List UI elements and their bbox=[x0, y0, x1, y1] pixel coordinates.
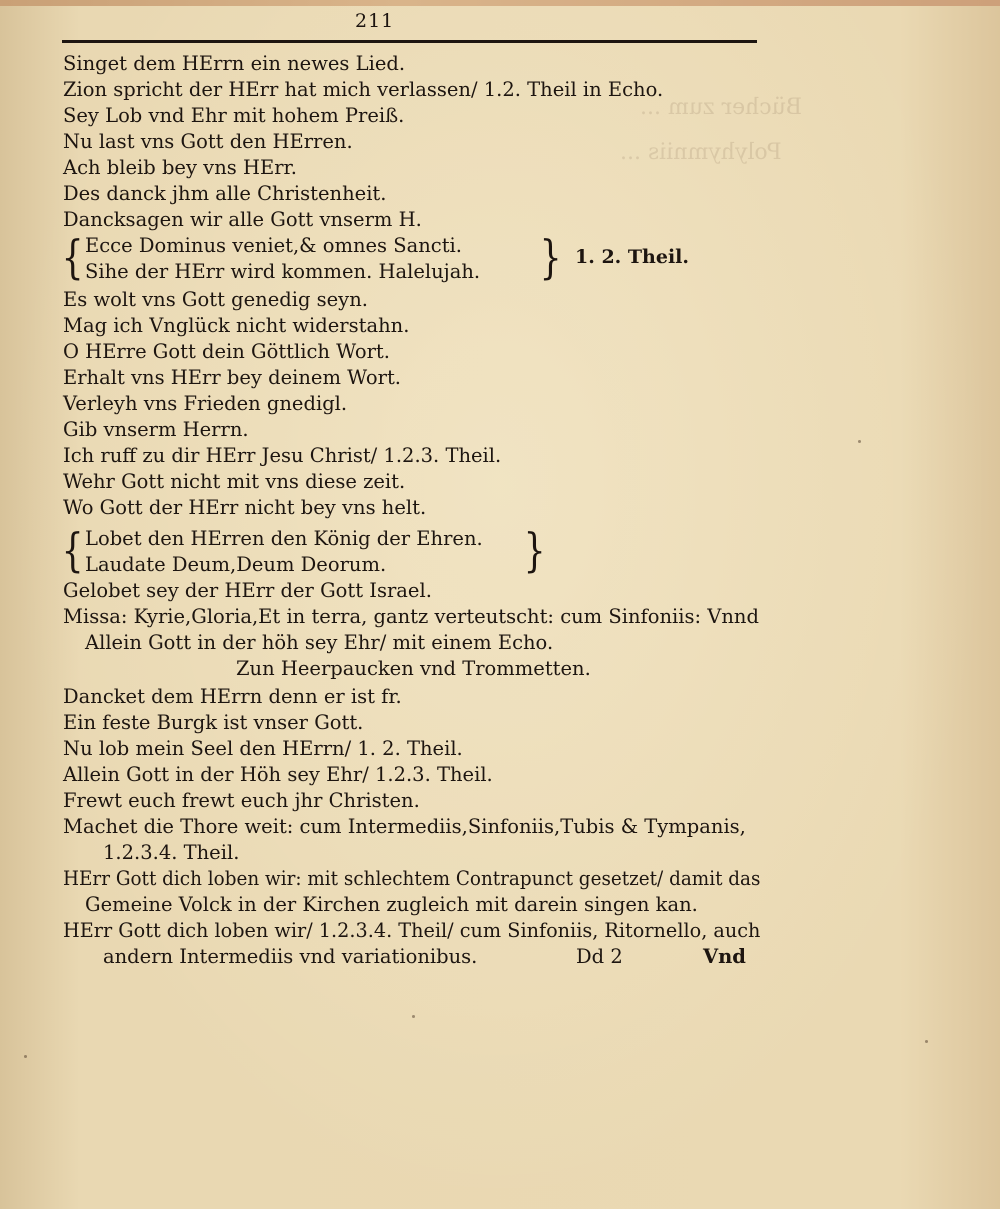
text-line: Ich ruff zu dir HErr Jesu Christ/ 1.2.3. Theil. bbox=[63, 444, 502, 467]
text-line: Singet dem HErrn ein newes Lied. bbox=[63, 52, 406, 75]
text-line: Wo Gott der HErr nicht bey vns helt. bbox=[63, 496, 427, 519]
text-line: Ecce Dominus veniet,& omnes Sancti. bbox=[85, 234, 462, 257]
text-line: Des danck jhm alle Christenheit. bbox=[63, 182, 387, 205]
text-line: Zion spricht der HErr hat mich verlassen/ 1.2. Theil in Echo. bbox=[63, 78, 664, 101]
right-brace: } bbox=[539, 230, 562, 284]
text-line: O HErre Gott dein Göttlich Wort. bbox=[63, 340, 390, 363]
page-number: 211 bbox=[355, 10, 395, 32]
bleed-through: Bücher zum ... bbox=[640, 95, 802, 120]
text-line: Sihe der HErr wird kommen. Halelujah. bbox=[85, 260, 481, 283]
text-line: Missa: Kyrie,Gloria,Et in terra, gantz verteutscht: cum Sinfoniis: Vnnd bbox=[63, 605, 759, 628]
paper-speck bbox=[412, 1015, 415, 1018]
text-line: Frewt euch frewt euch jhr Christen. bbox=[63, 789, 420, 812]
paper-speck bbox=[858, 440, 861, 443]
paper-speck bbox=[24, 1055, 27, 1058]
text-line: Laudate Deum,Deum Deorum. bbox=[85, 553, 387, 576]
header-rule bbox=[62, 40, 757, 43]
text-line: HErr Gott dich loben wir/ 1.2.3.4. Theil/ cum Sinfoniis, Ritornello, auch bbox=[63, 919, 761, 942]
text-line: Gelobet sey der HErr der Gott Israel. bbox=[63, 579, 432, 602]
signature-mark: Dd 2 bbox=[576, 945, 623, 968]
text-line: Wehr Gott nicht mit vns diese zeit. bbox=[63, 470, 406, 493]
text-line: andern Intermediis vnd variationibus. bbox=[103, 945, 478, 968]
text-line: Lobet den HErren den König der Ehren. bbox=[85, 527, 483, 550]
text-line: Dancket dem HErrn denn er ist fr. bbox=[63, 685, 402, 708]
text-line: Gib vnserm Herrn. bbox=[63, 418, 249, 441]
text-line: Allein Gott in der Höh sey Ehr/ 1.2.3. Theil. bbox=[63, 763, 493, 786]
text-line: Gemeine Volck in der Kirchen zugleich mit darein singen kan. bbox=[85, 893, 698, 916]
bracket-note: 1. 2. Theil. bbox=[575, 246, 689, 268]
paper-speck bbox=[925, 1040, 928, 1043]
text-line: Machet die Thore weit: cum Intermediis,Sinfoniis,Tubis & Tympanis, bbox=[63, 815, 746, 838]
text-line: Erhalt vns HErr bey deinem Wort. bbox=[63, 366, 401, 389]
text-line: Nu last vns Gott den HErren. bbox=[63, 130, 353, 153]
text-line: Verleyh vns Frieden gnedigl. bbox=[63, 392, 348, 415]
catchword: Vnd bbox=[703, 945, 746, 968]
text-line: Mag ich Vnglück nicht widerstahn. bbox=[63, 314, 410, 337]
text-line: Nu lob mein Seel den HErrn/ 1. 2. Theil. bbox=[63, 737, 463, 760]
text-line: Sey Lob vnd Ehr mit hohem Preiß. bbox=[63, 104, 405, 127]
text-line: Dancksagen wir alle Gott vnserm H. bbox=[63, 208, 422, 231]
text-line: Zun Heerpaucken vnd Trommetten. bbox=[236, 657, 591, 680]
text-line: 1.2.3.4. Theil. bbox=[103, 841, 240, 864]
text-line: Allein Gott in der höh sey Ehr/ mit einem Echo. bbox=[85, 631, 554, 654]
page-edge-band bbox=[0, 0, 1000, 6]
left-brace: { bbox=[61, 230, 84, 284]
bleed-through: Polyhymniis ... bbox=[620, 140, 782, 165]
text-line: Es wolt vns Gott genedig seyn. bbox=[63, 288, 368, 311]
text-line: Ach bleib bey vns HErr. bbox=[63, 156, 297, 179]
text-line: Ein feste Burgk ist vnser Gott. bbox=[63, 711, 364, 734]
right-brace: } bbox=[523, 523, 546, 577]
text-line: HErr Gott dich loben wir: mit schlechtem Contrapunct gesetzet/ damit das bbox=[63, 867, 761, 890]
left-brace: { bbox=[61, 523, 84, 577]
